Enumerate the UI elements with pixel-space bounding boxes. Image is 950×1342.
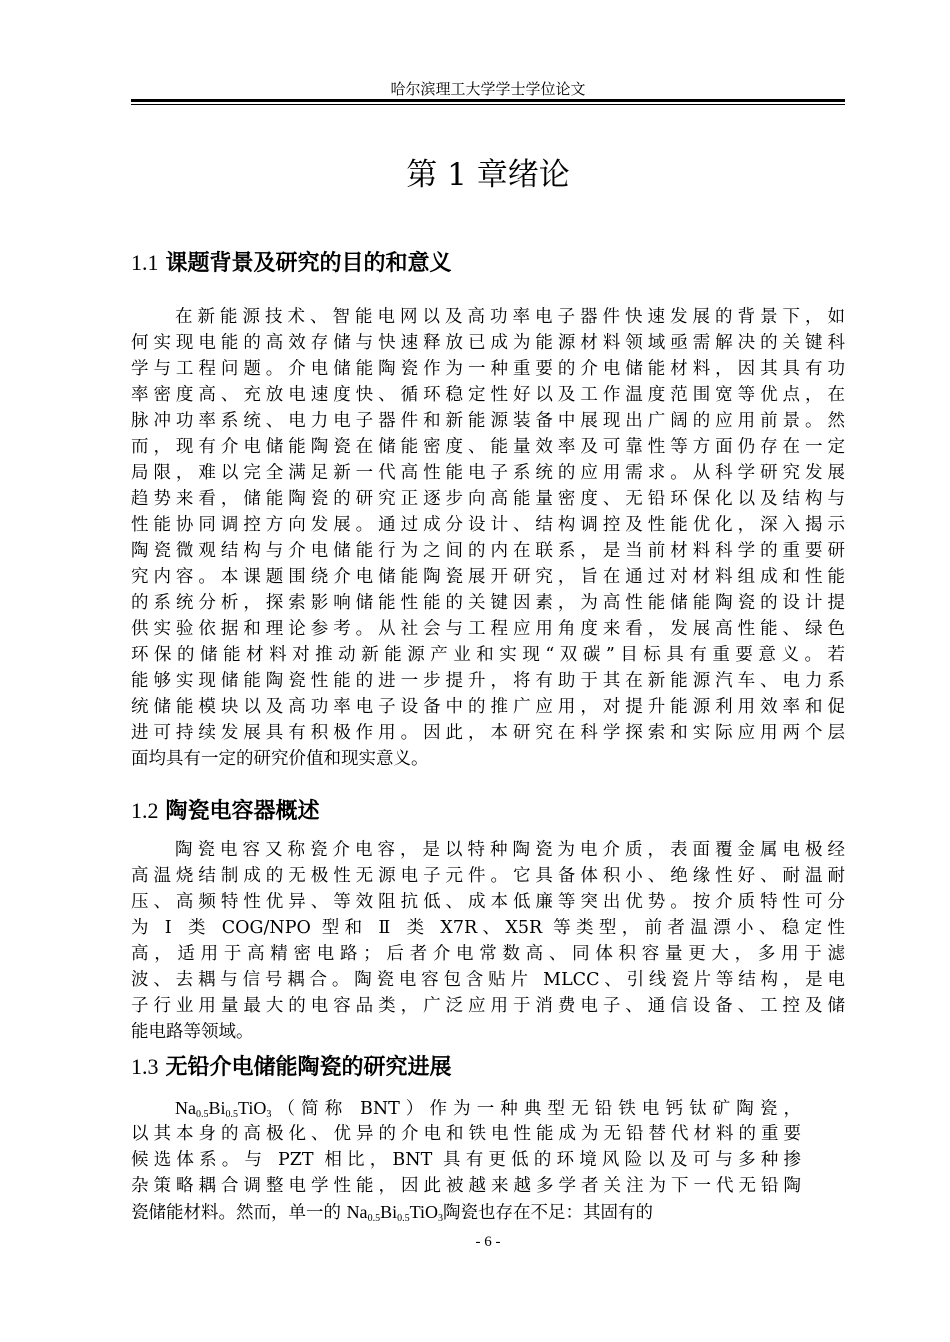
section-heading-1-3 bbox=[131, 1052, 452, 1083]
paragraph-line: 进可持续发展具有积极作用。因此，本研究在科学探索和实际应用两个层 bbox=[131, 723, 845, 743]
section-1-3-body bbox=[131, 1095, 801, 1225]
paragraph-line: 脉冲功率系统、电力电子器件和新能源装备中展现出广阔的应用前景。然 bbox=[131, 411, 845, 431]
section-number: 1.3 bbox=[131, 1054, 159, 1079]
section-1-2-body bbox=[131, 837, 845, 1045]
paragraph-line: 能够实现储能陶瓷性能的进一步提升，将有助于其在新能源汽车、电力系 bbox=[131, 671, 845, 691]
header-rule-thick bbox=[131, 99, 845, 102]
paragraph-line: 子行业用量最大的电容品类，广泛应用于消费电子、通信设备、工控及储 bbox=[131, 996, 845, 1016]
paragraph-line: 局限，难以完全满足新一代高性能电子系统的应用需求。从科学研究发展 bbox=[131, 463, 845, 483]
page-number: - 6 - bbox=[475, 1234, 501, 1250]
paragraph-line: 波、去耦与信号耦合。陶瓷电容包含贴片 MLCC、引线瓷片等结构，是电 bbox=[131, 970, 845, 990]
paragraph-line: 压、高频特性优异、等效阻抗低、成本低廉等突出优势。按介质特性可分 bbox=[131, 892, 845, 912]
paragraph-line: 学与工程问题。介电储能陶瓷作为一种重要的介电储能材料，因其具有功 bbox=[131, 359, 845, 379]
chemical-formula: $Na_{0.5}Bi_{0.5}TiO_3$ bbox=[346, 1202, 443, 1224]
paragraph-line: 为 Ⅰ 类 COG/NPO 型和 Ⅱ 类 X7R、X5R 等类型，前者温漂小、稳定性 bbox=[131, 918, 845, 938]
paragraph-line: 何实现电能的高效存储与快速释放已成为能源材料领域亟需解决的关键科 bbox=[131, 333, 845, 353]
paragraph-line: 而，现有介电储能陶瓷在储能密度、能量效率及可靠性等方面仍存在一定 bbox=[131, 437, 845, 457]
section-heading-1-1 bbox=[131, 248, 452, 279]
section-number: 1.1 bbox=[131, 250, 159, 275]
section-heading-1-2 bbox=[131, 796, 320, 827]
paragraph-line: 率密度高、充放电速度快、循环稳定性好以及工作温度范围宽等优点，在 bbox=[131, 385, 845, 405]
paragraph-line: 供实验依据和理论参考。从社会与工程应用角度来看，发展高性能、绿色 bbox=[131, 619, 845, 639]
header-rule-thin bbox=[131, 104, 845, 105]
paragraph-line: 高，适用于高精密电路；后者介电常数高、同体积容量更大，多用于滤 bbox=[131, 944, 845, 964]
paragraph-line: 陶瓷微观结构与介电储能行为之间的内在联系，是当前材料科学的重要研 bbox=[131, 541, 845, 561]
paragraph-line: 能电路等领域。 bbox=[131, 1022, 254, 1042]
paragraph-line: 高温烧结制成的无极性无源电子元件。它具备体积小、绝缘性好、耐温耐 bbox=[131, 866, 845, 886]
paragraph-line: 性能协同调控方向发展。通过成分设计、结构调控及性能优化，深入揭示 bbox=[131, 515, 845, 535]
page-header: 哈尔滨理工大学学士学位论文 bbox=[390, 80, 586, 98]
paragraph-line: 的系统分析，探索影响储能性能的关键因素，为高性能储能陶瓷的设计提 bbox=[131, 593, 845, 613]
paragraph-line: 统储能模块以及高功率电子设备中的推广应用，对提升能源利用效率和促 bbox=[131, 697, 845, 717]
paragraph-line: 陶瓷电容又称瓷介电容，是以特种陶瓷为电介质，表面覆金属电极经 bbox=[175, 840, 845, 860]
paragraph-line: 趋势来看，储能陶瓷的研究正逐步向高能量密度、无铅环保化以及结构与 bbox=[131, 489, 845, 509]
paragraph-line: 面均具有一定的研究价值和现实意义。 bbox=[131, 749, 429, 769]
paragraph-line: 候选体系。与 PZT 相比，BNT 具有更低的环境风险以及可与多种掺 bbox=[131, 1150, 801, 1170]
paragraph-line: $Na_{0.5}Bi_{0.5}TiO_3$（简称 BNT）作为一种典型无铅铁电钙钛矿陶瓷， bbox=[175, 1098, 801, 1120]
section-title: 陶瓷电容器概述 bbox=[165, 799, 320, 824]
section-title: 课题背景及研究的目的和意义 bbox=[165, 251, 452, 276]
paragraph-line: 杂策略耦合调整电学性能，因此被越来越多学者关注为下一代无铅陶 bbox=[131, 1176, 801, 1196]
paragraph-line: 究内容。本课题围绕介电储能陶瓷展开研究，旨在通过对材料组成和性能 bbox=[131, 567, 845, 587]
chemical-formula: $Na_{0.5}Bi_{0.5}TiO_3$ bbox=[175, 1098, 272, 1120]
section-title: 无铅介电储能陶瓷的研究进展 bbox=[165, 1055, 452, 1080]
section-number: 1.2 bbox=[131, 798, 159, 823]
section-1-1-body bbox=[131, 304, 845, 772]
paragraph-line: 环保的储能材料对推动新能源产业和实现“双碳”目标具有重要意义。若 bbox=[131, 645, 845, 665]
paragraph-line: 以其本身的高极化、优异的介电和铁电性能成为无铅替代材料的重要 bbox=[131, 1124, 801, 1144]
chapter-title: 第 1 章绪论 bbox=[406, 157, 570, 193]
paragraph-line: 瓷储能材料。然而，单一的 $Na_{0.5}Bi_{0.5}TiO_3$陶瓷也存在不足：其固有的 bbox=[131, 1202, 653, 1224]
paragraph-line: 在新能源技术、智能电网以及高功率电子器件快速发展的背景下，如 bbox=[175, 307, 845, 327]
